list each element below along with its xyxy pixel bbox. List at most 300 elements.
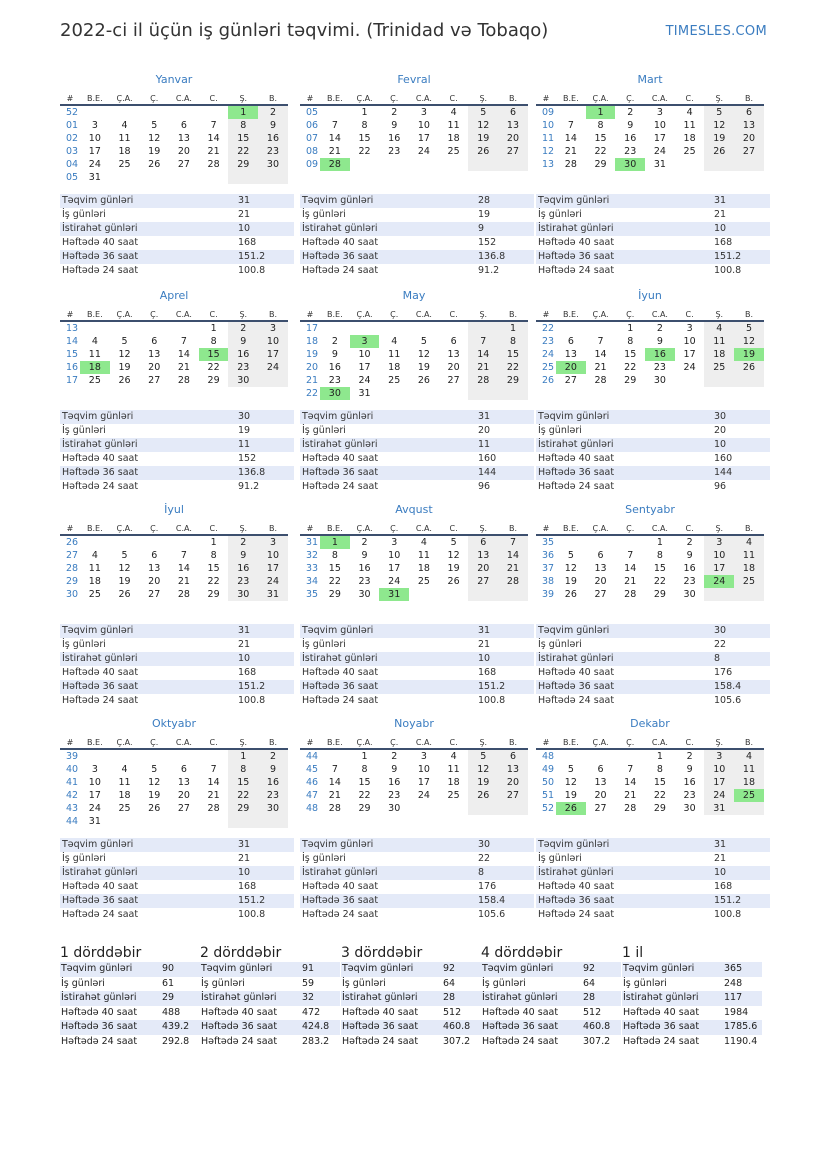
stat-value: 439.2 [162, 1021, 190, 1032]
weekday-label: C. [449, 524, 458, 533]
stat-label: İş günləri [302, 425, 346, 436]
day-cell: 11 [683, 120, 696, 131]
stat-label: Həftədə 36 saat [201, 1021, 278, 1032]
day-cell: 1 [498, 322, 528, 335]
day-cell: 7 [498, 536, 528, 549]
weekday-label: C.A. [415, 524, 432, 533]
day-cell: 16 [228, 348, 258, 361]
stat-label: İş günləri [201, 977, 245, 989]
day-cell [199, 750, 229, 763]
weekday-label: # [306, 310, 314, 319]
stat-value: 30 [478, 839, 491, 850]
day-cell [199, 815, 229, 828]
month-stats-table [536, 838, 770, 922]
weekday-label: C. [449, 738, 458, 747]
day-cell: 4 [91, 336, 98, 347]
stat-value: 10 [238, 223, 251, 234]
day-cell: 21 [328, 790, 341, 801]
quarter-stat-row [60, 1035, 200, 1050]
week-number: 25 [542, 362, 555, 373]
stat-label: Təqvim günləri [62, 625, 134, 636]
stat-row [60, 666, 294, 680]
day-cell: 12 [118, 563, 131, 574]
day-cell: 13 [447, 349, 460, 360]
stat-label: Həftədə 24 saat [62, 695, 139, 706]
week-row [300, 536, 528, 549]
quarter-title: 2 dörddəbir [200, 945, 282, 961]
day-cell: 16 [683, 563, 696, 574]
day-cell: 22 [653, 576, 666, 587]
stat-label: Həftədə 24 saat [538, 695, 615, 706]
weekday-label: Ç.A. [356, 738, 373, 747]
month-stats-table [536, 410, 770, 494]
day-cell: 3 [656, 107, 663, 118]
quarter-title: 1 il [622, 945, 644, 961]
day-cell [379, 158, 409, 171]
day-cell [734, 588, 764, 601]
day-cell: 21 [468, 361, 498, 374]
weekday-label: Ç. [626, 310, 635, 319]
day-cell: 29 [228, 802, 258, 815]
stat-value: 151.2 [238, 251, 266, 262]
day-cell: 23 [258, 789, 288, 802]
week-number: 28 [66, 563, 79, 574]
week-row [536, 361, 764, 374]
week-row [60, 750, 288, 763]
weekday-label: Ş. [479, 94, 488, 103]
stat-row [536, 480, 770, 494]
stat-label: İstirahət günləri [538, 439, 614, 450]
day-cell: 21 [498, 562, 528, 575]
weekday-header [300, 92, 528, 106]
week-number: 48 [306, 803, 319, 814]
weekday-label: B.E. [327, 524, 343, 533]
day-cell: 27 [498, 145, 528, 158]
weekday-label: B. [508, 524, 517, 533]
week-row [536, 119, 764, 132]
day-cell: 23 [653, 362, 666, 373]
day-cell: 3 [391, 537, 398, 548]
day-cell: 14 [624, 777, 637, 788]
day-cell: 24 [417, 146, 430, 157]
day-cell: 24 [417, 790, 430, 801]
day-cell: 17 [258, 562, 288, 575]
weekday-label: Ç. [390, 94, 399, 103]
stat-label: İstirahət günləri [538, 653, 614, 664]
day-cell: 8 [656, 550, 663, 561]
day-cell: 24 [388, 576, 401, 587]
weekday-label: C. [449, 310, 458, 319]
week-row [60, 374, 288, 387]
stat-value: 1785.6 [724, 1021, 758, 1032]
stat-row [300, 438, 534, 452]
weekday-label: Ç.A. [592, 310, 609, 319]
stat-value: 21 [238, 209, 251, 220]
day-cell: 21 [624, 790, 637, 801]
weekday-label: C.A. [651, 310, 668, 319]
day-cell: 27 [447, 375, 460, 386]
month-stats-table [536, 624, 770, 708]
weekday-label: Ş. [715, 524, 724, 533]
week-number: 47 [306, 790, 319, 801]
stat-value: 292.8 [162, 1035, 190, 1047]
stat-row [536, 250, 770, 264]
quarter-summary [622, 944, 762, 1049]
stat-label: Təqvim günləri [62, 411, 134, 422]
day-cell [110, 536, 140, 549]
stat-row [536, 222, 770, 236]
stat-value: 11 [238, 439, 251, 450]
day-cell [139, 750, 169, 763]
stat-row [60, 638, 294, 652]
day-cell: 21 [207, 146, 220, 157]
stat-label: Həftədə 36 saat [302, 895, 379, 906]
day-cell: 20 [148, 362, 161, 373]
day-cell: 21 [177, 362, 190, 373]
stat-value: 176 [478, 881, 497, 892]
quarter-summary [200, 944, 340, 1049]
stat-label: Həftədə 36 saat [62, 895, 139, 906]
stat-label: İstirahət günləri [302, 867, 378, 878]
stat-row [536, 866, 770, 880]
stat-label: Həftədə 24 saat [623, 1035, 700, 1047]
stat-label: Həftədə 24 saat [302, 481, 379, 492]
day-cell: 3 [91, 764, 98, 775]
week-number: 17 [66, 375, 79, 386]
quarter-stat-row [60, 1006, 200, 1021]
holiday-day-cell: 3 [350, 335, 380, 348]
day-cell: 10 [88, 133, 101, 144]
day-cell: 23 [228, 361, 258, 374]
weekday-label: B.E. [327, 310, 343, 319]
month-stats-table [300, 838, 534, 922]
stat-value: 19 [238, 425, 251, 436]
week-number: 13 [66, 323, 79, 334]
stat-value: 100.8 [238, 695, 266, 706]
day-cell [409, 802, 439, 815]
day-cell: 9 [258, 763, 288, 776]
day-cell: 29 [207, 589, 220, 600]
day-cell [409, 322, 439, 335]
day-cell: 17 [88, 790, 101, 801]
day-cell: 2 [391, 107, 398, 118]
day-cell: 30 [358, 589, 371, 600]
stat-value: 31 [238, 195, 251, 206]
day-cell [258, 815, 288, 828]
day-cell: 2 [627, 107, 634, 118]
stat-row [60, 880, 294, 894]
weekday-label: Ç. [150, 738, 159, 747]
weekday-label: # [306, 94, 314, 103]
weekday-label: Ç.A. [356, 94, 373, 103]
stat-label: Həftədə 40 saat [538, 881, 615, 892]
day-cell: 23 [258, 145, 288, 158]
stat-row [536, 438, 770, 452]
stat-label: Həftədə 36 saat [538, 681, 615, 692]
week-row [60, 562, 288, 575]
stat-label: Həftədə 36 saat [538, 895, 615, 906]
day-cell: 14 [468, 348, 498, 361]
holiday-day-cell: 26 [556, 802, 586, 815]
stat-value: 151.2 [238, 895, 266, 906]
week-number: 10 [542, 120, 555, 131]
stat-row [536, 894, 770, 908]
weekday-label: Ç. [626, 94, 635, 103]
stat-row [536, 908, 770, 922]
stat-label: İstirahət günləri [62, 439, 138, 450]
weekday-label: Ç. [150, 310, 159, 319]
day-cell: 8 [627, 336, 634, 347]
stat-row [536, 838, 770, 852]
day-cell: 5 [468, 750, 498, 763]
day-cell: 4 [686, 107, 693, 118]
day-cell: 17 [653, 133, 666, 144]
stat-label: İstirahət günləri [342, 992, 418, 1003]
stat-label: Həftədə 40 saat [538, 237, 615, 248]
stat-value: 151.2 [714, 895, 742, 906]
day-cell: 25 [447, 790, 460, 801]
quarter-stat-row [481, 977, 621, 992]
stat-row [536, 236, 770, 250]
stat-row [536, 264, 770, 278]
weekday-header [60, 522, 288, 536]
stat-label: Təqvim günləri [62, 839, 134, 850]
day-cell: 5 [151, 764, 158, 775]
day-cell [615, 750, 645, 763]
day-cell: 29 [498, 374, 528, 387]
weekday-label: Ç.A. [356, 524, 373, 533]
month-name: Mart [637, 73, 663, 86]
month-calendar [300, 288, 528, 400]
weekday-label: # [306, 524, 314, 533]
week-row [60, 361, 288, 374]
stat-value: 64 [443, 977, 456, 989]
day-cell: 17 [258, 348, 288, 361]
stat-value: 91 [302, 963, 315, 974]
day-cell: 22 [328, 576, 341, 587]
day-cell: 13 [177, 133, 190, 144]
day-cell: 13 [594, 777, 607, 788]
day-cell: 6 [597, 550, 604, 561]
day-cell: 22 [624, 362, 637, 373]
quarter-stat-row [481, 1020, 621, 1035]
week-number: 05 [66, 172, 79, 183]
stat-label: İş günləri [62, 639, 106, 650]
holiday-day-cell: 28 [320, 158, 350, 171]
day-cell: 20 [498, 132, 528, 145]
day-cell: 15 [358, 777, 371, 788]
day-cell: 16 [228, 562, 258, 575]
weekday-label: C. [685, 94, 694, 103]
stat-value: 10 [238, 653, 251, 664]
stat-value: 158.4 [478, 895, 506, 906]
holiday-day-cell: 30 [615, 158, 645, 171]
day-cell: 4 [420, 537, 427, 548]
stat-value: 151.2 [238, 681, 266, 692]
day-cell: 22 [358, 790, 371, 801]
day-cell [80, 322, 110, 335]
day-cell [468, 322, 498, 335]
day-cell: 26 [734, 361, 764, 374]
week-row [300, 119, 528, 132]
day-cell: 21 [207, 790, 220, 801]
day-cell: 24 [88, 803, 101, 814]
stat-row [536, 694, 770, 708]
weekday-header [60, 736, 288, 750]
day-cell: 27 [594, 803, 607, 814]
stat-value: 100.8 [714, 265, 742, 276]
stat-label: Həftədə 24 saat [302, 265, 379, 276]
weekday-label: Ç.A. [116, 94, 133, 103]
day-cell: 6 [151, 336, 158, 347]
stat-label: İstirahət günləri [62, 223, 138, 234]
week-number: 14 [66, 336, 79, 347]
day-cell: 27 [594, 589, 607, 600]
day-cell: 25 [88, 589, 101, 600]
week-row [60, 549, 288, 562]
page-title: 2022-ci il üçün iş günləri təqvimi. (Trinidad və Tobaqo) [60, 20, 549, 41]
day-cell [379, 322, 409, 335]
weekday-label: B.E. [327, 738, 343, 747]
weekday-label: B. [744, 94, 753, 103]
week-number: 29 [66, 576, 79, 587]
day-cell: 11 [734, 763, 764, 776]
month-calendar [300, 72, 528, 171]
day-cell [80, 750, 110, 763]
day-cell: 28 [177, 589, 190, 600]
day-cell: 22 [594, 146, 607, 157]
day-cell: 9 [686, 550, 693, 561]
day-cell: 6 [498, 106, 528, 119]
stat-row [300, 264, 534, 278]
day-cell [468, 158, 498, 171]
stat-value: 105.6 [478, 909, 506, 920]
day-cell: 3 [258, 322, 288, 335]
day-cell: 14 [177, 349, 190, 360]
day-cell: 28 [328, 803, 341, 814]
holiday-day-cell: 20 [556, 361, 586, 374]
day-cell: 6 [180, 120, 187, 131]
week-row [536, 575, 764, 588]
weekday-label: C.A. [651, 94, 668, 103]
day-cell: 26 [468, 789, 498, 802]
day-cell: 5 [567, 550, 574, 561]
week-number: 37 [542, 563, 555, 574]
day-cell: 25 [704, 361, 734, 374]
stat-value: 20 [478, 425, 491, 436]
day-cell [556, 750, 586, 763]
day-cell: 12 [148, 777, 161, 788]
day-cell: 14 [328, 133, 341, 144]
day-cell [258, 374, 288, 387]
stat-label: İstirahət günləri [538, 867, 614, 878]
brand-logo[interactable]: TIMESLES.COM [665, 24, 767, 39]
stat-value: 21 [478, 639, 491, 650]
holiday-day-cell: 1 [320, 536, 350, 549]
week-row [536, 348, 764, 361]
day-cell: 12 [417, 349, 430, 360]
weekday-label: Ş. [239, 738, 248, 747]
day-cell: 30 [683, 589, 696, 600]
stat-label: Həftədə 40 saat [302, 453, 379, 464]
stat-row [536, 666, 770, 680]
week-row [300, 106, 528, 119]
day-cell: 10 [358, 349, 371, 360]
day-cell: 19 [564, 576, 577, 587]
day-cell: 14 [177, 563, 190, 574]
stat-label: Həftədə 36 saat [482, 1021, 559, 1032]
day-cell [734, 158, 764, 171]
day-cell [80, 536, 110, 549]
stat-value: 10 [714, 439, 727, 450]
weekday-label: B.E. [563, 524, 579, 533]
stat-value: 28 [583, 992, 596, 1003]
stat-label: Həftədə 36 saat [62, 467, 139, 478]
day-cell: 30 [228, 588, 258, 601]
day-cell: 24 [683, 362, 696, 373]
stat-label: İş günləri [62, 425, 106, 436]
stat-label: Həftədə 40 saat [342, 1006, 419, 1018]
stat-label: Həftədə 36 saat [538, 467, 615, 478]
week-row [300, 374, 528, 387]
stat-row [536, 208, 770, 222]
stat-label: Həftədə 24 saat [61, 1035, 138, 1047]
weekday-label: C.A. [651, 738, 668, 747]
week-number: 15 [66, 349, 79, 360]
day-cell: 24 [258, 575, 288, 588]
stat-row [300, 194, 534, 208]
quarter-stat-row [622, 977, 762, 992]
day-cell: 10 [704, 549, 734, 562]
stat-label: İş günləri [61, 977, 105, 989]
stat-label: İş günləri [62, 853, 106, 864]
weekday-label: Ç.A. [592, 738, 609, 747]
day-cell: 5 [468, 106, 498, 119]
day-cell [169, 171, 199, 184]
day-cell: 22 [498, 361, 528, 374]
week-number: 30 [66, 589, 79, 600]
day-cell: 8 [210, 550, 217, 561]
day-cell: 18 [88, 576, 101, 587]
quarter-title: 1 dörddəbir [60, 945, 142, 961]
day-cell: 4 [734, 750, 764, 763]
day-cell: 20 [498, 776, 528, 789]
day-cell: 5 [121, 336, 128, 347]
day-cell: 3 [91, 120, 98, 131]
day-cell [110, 815, 140, 828]
weekday-label: C. [209, 524, 218, 533]
day-cell: 19 [118, 362, 131, 373]
stat-label: Təqvim günləri [302, 195, 374, 206]
day-cell: 24 [653, 146, 666, 157]
day-cell: 27 [734, 145, 764, 158]
day-cell: 22 [228, 789, 258, 802]
stat-label: Təqvim günləri [61, 963, 133, 974]
day-cell [258, 171, 288, 184]
day-cell: 13 [148, 563, 161, 574]
day-cell: 28 [468, 374, 498, 387]
quarter-stat-row [200, 1035, 340, 1050]
stat-label: İstirahət günləri [623, 992, 699, 1003]
day-cell: 13 [564, 349, 577, 360]
stat-value: 21 [238, 639, 251, 650]
stat-label: İstirahət günləri [482, 992, 558, 1003]
day-cell [468, 588, 498, 601]
stat-label: Həftədə 36 saat [302, 467, 379, 478]
stat-value: 460.8 [583, 1021, 611, 1032]
week-row [536, 374, 764, 387]
stat-row [60, 838, 294, 852]
